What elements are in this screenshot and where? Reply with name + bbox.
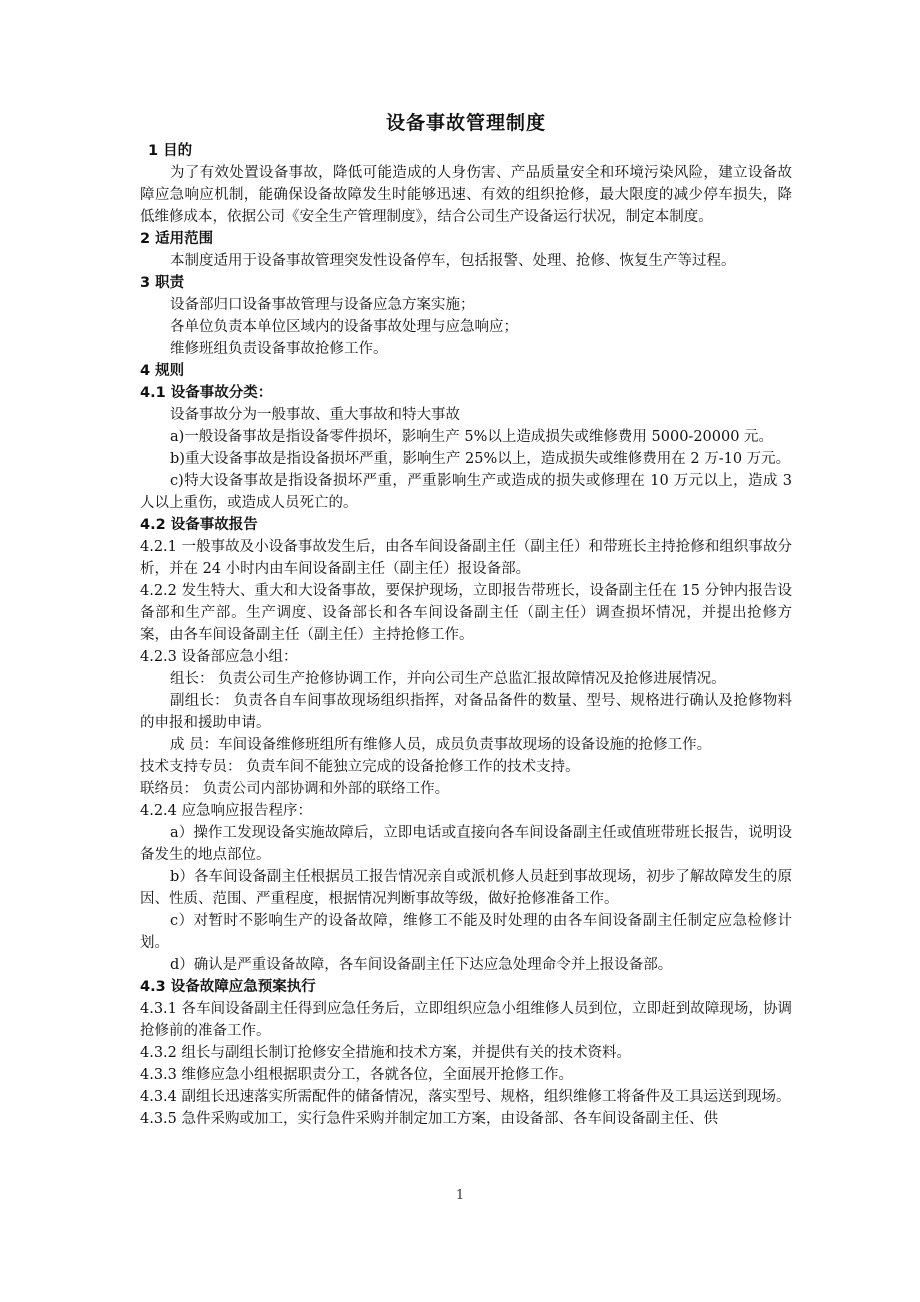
team-liaison: 联络员： 负责公司内部协调和外部的联络工作。 xyxy=(140,781,450,797)
team-member: 成 员：车间设备维修班组所有维修人员，成员负责事故现场的设备设施的抢修工作。 xyxy=(170,737,712,753)
heading-responsibilities: 3 职责 xyxy=(140,275,185,291)
team-deputy: 副组长： 负责各自车间事故现场组织指挥，对备品备件的数量、型号、规格进行确认及抢修物料的申报和援助申请。 xyxy=(140,693,792,731)
team-tech-support: 技术支持专员： 负责车间不能独立完成的设备抢修工作的技术支持。 xyxy=(140,759,580,775)
paragraph-scope: 本制度适用于设备事故管理突发性设备停车，包括报警、处理、抢修、恢复生产等过程。 xyxy=(170,253,736,269)
classification-item-a: a)一般设备事故是指设备零件损坏，影响生产 5%以上造成损失或维修费用 5000-20000 元。 xyxy=(170,429,774,445)
document-title: 设备事故管理制度 xyxy=(385,112,546,134)
clause-4-3-5: 4.3.5 急件采购或加工，实行急件采购并制定加工方案，由设备部、各车间设备副主任、供 xyxy=(140,1111,718,1127)
clause-4-2-3: 4.2.3 设备部应急小组： xyxy=(140,649,298,665)
procedure-a: a）操作工发现设备实施故障后，立即电话或直接向各车间设备副主任或值班带班长报告，说明设备发生的地点部位。 xyxy=(140,825,792,863)
heading-purpose: 1 目的 xyxy=(148,143,193,159)
classification-item-b: b)重大设备事故是指设备损坏严重，影响生产 25%以上，造成损失或维修费用在 2 万-10 万元。 xyxy=(170,451,791,467)
classification-item-c: c)特大设备事故是指设备损坏严重，严重影响生产或造成的损失或修理在 10 万元以上，造成 3 人以上重伤，或造成人员死亡的。 xyxy=(140,473,792,511)
heading-classification: 4.1 设备事故分类： xyxy=(140,385,273,401)
clause-4-3-2: 4.3.2 组长与副组长制订抢修安全措施和技术方案，并提供有关的技术资料。 xyxy=(140,1045,632,1061)
page-number: 1 xyxy=(455,1188,465,1203)
responsibility-item: 设备部归口设备事故管理与设备应急方案实施； xyxy=(170,297,475,313)
clause-4-2-1: 4.2.1 一般事故及小设备事故发生后，由各车间设备副主任（副主任）和带班长主持抢修和组织事故分析，并在 24 小时内由车间设备副主任（副主任）报设备部。 xyxy=(140,539,792,577)
clause-4-3-3: 4.3.3 维修应急小组根据职责分工，各就各位，全面展开抢修工作。 xyxy=(140,1067,574,1083)
heading-rules: 4 规则 xyxy=(140,363,185,379)
clause-4-2-4: 4.2.4 应急响应报告程序： xyxy=(140,803,313,819)
team-leader: 组长： 负责公司生产抢修协调工作，并向公司生产总监汇报故障情况及抢修进展情况。 xyxy=(170,671,726,687)
clause-4-3-1: 4.3.1 各车间设备副主任得到应急任务后，立即组织应急小组维修人员到位，立即赶到故障现场，协调抢修前的准备工作。 xyxy=(140,1001,792,1039)
procedure-c: c）对暂时不影响生产的设备故障，维修工不能及时处理的由各车间设备副主任制定应急检修计划。 xyxy=(140,913,792,951)
procedure-b: b）各车间设备副主任根据员工报告情况亲自或派机修人员赶到事故现场，初步了解故障发生的原因、性质、范围、严重程度，根据情况判断事故等级，做好抢修准备工作。 xyxy=(140,869,792,907)
document-page xyxy=(140,108,792,1130)
clause-4-3-4: 4.3.4 副组长迅速落实所需配件的储备情况，落实型号、规格，组织维修工将备件及工具运送到现场。 xyxy=(140,1089,791,1105)
clause-4-2-2: 4.2.2 发生特大、重大和大设备事故，要保护现场，立即报告带班长，设备副主任在 15 分钟内报告设备部和生产部。生产调度、设备部长和各车间设备副主任（副主任）调查损坏情况，并提出抢修方案，由各车间设备副主任（副主任）主持抢修工作。 xyxy=(140,583,792,643)
paragraph-purpose: 为了有效处置设备事故，降低可能造成的人身伤害、产品质量安全和环境污染风险，建立设备故障应急响应机制，能确保设备故障发生时能够迅速、有效的组织抢修，最大限度的减少停车损失，降低维修成本，依据公司《安全生产管理制度》，结合公司生产设备运行状况，制定本制度。 xyxy=(140,165,792,225)
responsibility-item: 各单位负责本单位区域内的设备事故处理与应急响应； xyxy=(170,319,518,335)
heading-accident-report: 4.2 设备事故报告 xyxy=(140,517,258,533)
responsibility-item: 维修班组负责设备事故抢修工作。 xyxy=(170,341,388,357)
heading-scope: 2 适用范围 xyxy=(140,231,214,247)
heading-emergency-plan: 4.3 设备故障应急预案执行 xyxy=(140,979,316,995)
procedure-d: d）确认是严重设备故障，各车间设备副主任下达应急处理命令并上报设备部。 xyxy=(170,957,673,973)
classification-intro: 设备事故分为一般事故、重大事故和特大事故 xyxy=(170,407,460,423)
